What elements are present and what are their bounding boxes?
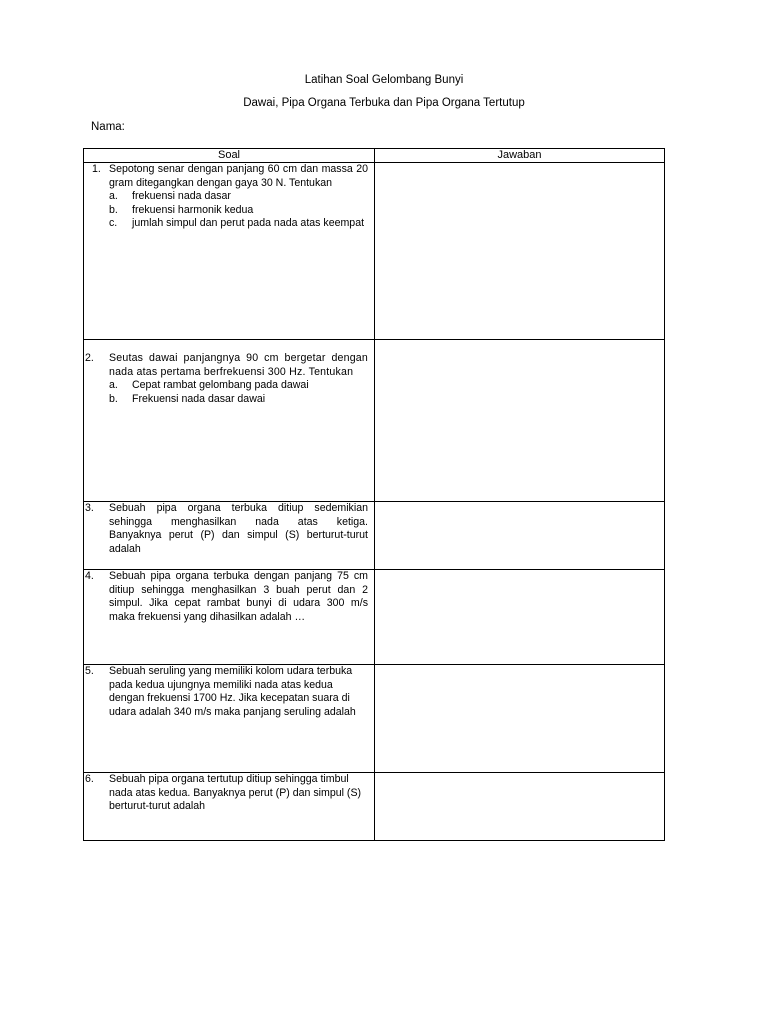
sub-question-text: frekuensi harmonik kedua	[132, 203, 254, 216]
sub-question-list	[109, 379, 368, 406]
answer-cell[interactable]	[375, 163, 665, 340]
sub-question	[109, 217, 368, 231]
question-4	[84, 570, 368, 624]
sub-question-text: jumlah simpul dan perut pada nada atas keempat	[132, 217, 365, 230]
sub-question-list	[109, 190, 368, 231]
question-number: 1.	[92, 163, 101, 175]
question-cell	[84, 570, 375, 665]
question-number: 2.	[85, 352, 94, 364]
sub-question	[109, 204, 368, 218]
answer-cell[interactable]	[375, 665, 665, 773]
sub-question	[109, 379, 368, 393]
question-number: 5.	[85, 665, 94, 677]
table-row	[84, 665, 665, 773]
question-table	[83, 148, 665, 841]
sub-question	[109, 393, 368, 407]
question-text: Sebuah pipa organa terbuka ditiup sedemikian sehingga menghasilkan nada atas ketiga. Banyaknya perut (P) dan simpul (S) berturut-turut adalah	[109, 502, 368, 555]
table-header-row	[84, 149, 665, 163]
question-6	[84, 773, 368, 814]
question-3	[84, 502, 368, 556]
sub-question-text: Frekuensi nada dasar dawai	[132, 392, 266, 405]
question-cell	[84, 340, 375, 502]
table-row	[84, 570, 665, 665]
sub-question-text: Cepat rambat gelombang pada dawai	[132, 379, 309, 392]
sub-question-letter: a.	[109, 379, 118, 392]
sub-question-letter: a.	[109, 190, 118, 203]
sub-question	[109, 190, 368, 204]
question-cell	[84, 665, 375, 773]
question-5	[84, 665, 368, 719]
worksheet-subtitle: Dawai, Pipa Organa Terbuka dan Pipa Organa Tertutup	[243, 97, 525, 109]
question-2	[84, 352, 368, 406]
question-text: Sebuah seruling yang memiliki kolom udara terbuka pada kedua ujungnya memiliki nada atas kedua dengan frekuensi 1700 Hz. Jika kecepatan suara di udara adalah 340 m/s maka panjang seruling adalah	[109, 665, 356, 718]
table-row	[84, 340, 665, 502]
table-row	[84, 502, 665, 570]
question-number: 6.	[85, 773, 94, 785]
answer-cell[interactable]	[375, 340, 665, 502]
column-header-jawaban: Jawaban	[375, 149, 665, 163]
answer-cell[interactable]	[375, 570, 665, 665]
question-text: Sebuah pipa organa tertutup ditiup sehingga timbul nada atas kedua. Banyaknya perut (P) dan simpul (S) berturut-turut adalah	[109, 773, 362, 813]
name-label: Nama:	[91, 121, 125, 133]
question-text: Seutas dawai panjangnya 90 cm bergetar dengan nada atas pertama berfrekuensi 300 Hz. Tentukan	[109, 352, 368, 378]
question-number: 3.	[85, 502, 94, 514]
answer-cell[interactable]	[375, 773, 665, 841]
table-row	[84, 163, 665, 340]
table-row	[84, 773, 665, 841]
sub-question-letter: c.	[109, 217, 118, 230]
question-cell	[84, 502, 375, 570]
question-cell	[84, 163, 375, 340]
worksheet-title: Latihan Soal Gelombang Bunyi	[304, 74, 464, 86]
question-number: 4.	[85, 570, 94, 582]
sub-question-letter: b.	[109, 392, 118, 405]
sub-question-text: frekuensi nada dasar	[132, 190, 231, 203]
sub-question-letter: b.	[109, 203, 118, 216]
question-1	[84, 163, 368, 231]
answer-cell[interactable]	[375, 502, 665, 570]
column-header-soal: Soal	[84, 149, 375, 163]
question-text: Sepotong senar dengan panjang 60 cm dan massa 20 gram ditegangkan dengan gaya 30 N. Tentukan	[109, 163, 368, 189]
question-cell	[84, 773, 375, 841]
question-text: Sebuah pipa organa terbuka dengan panjang 75 cm ditiup sehingga menghasilkan 3 buah perut dan 2 simpul. Jika cepat rambat bunyi di udara 300 m/s maka frekuensi yang dihasilkan adalah …	[109, 570, 368, 623]
